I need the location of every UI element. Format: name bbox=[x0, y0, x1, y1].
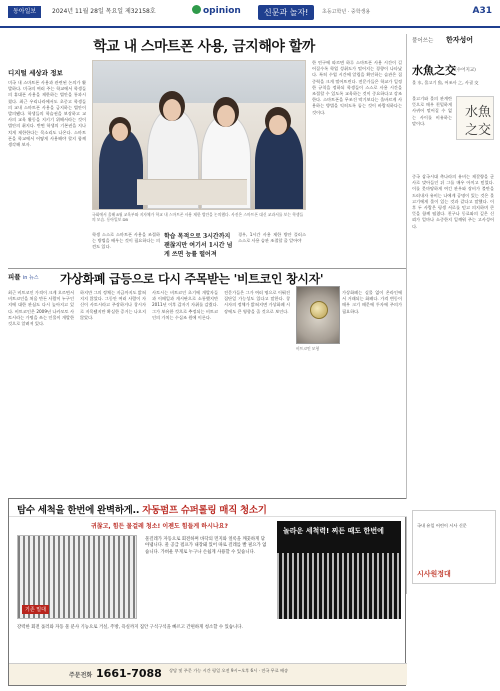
ad-title: 탐수 세척을 한번에 완벽하게.. 자동펌프 슈퍼롤링 매직 청소기 bbox=[17, 505, 267, 516]
ad-feature-image bbox=[277, 553, 401, 619]
blackboard bbox=[93, 61, 306, 103]
student-face bbox=[217, 105, 235, 127]
people-headline[interactable]: 가상화폐 급등으로 다시 주목받는 '비트코인 창시자' bbox=[60, 272, 324, 286]
ad-title-bar bbox=[9, 499, 407, 517]
ad-feature-title: 놀라운 세척력! 찌든 때도 한번에 bbox=[283, 527, 384, 535]
ad-description: 강력한 회전 롤러와 자동 물 분사 기능으로 거실, 주방, 욕실까지 집안 구석구석을 빠르고 간편하게 청소할 수 있습니다. bbox=[17, 625, 243, 630]
student-figure bbox=[255, 123, 303, 209]
article-column-4: 한 연구에 따르면 하루 스마트폰 사용 시간이 길어질수록 학업 성취도가 떨어지는 경향이 나타났다. 특히 수업 시간에 알림을 확인하는 습관은 집중력을 크게 떨어뜨린다. 전문가들은 학교가 일정한 규칙을 정하되 학생들이 스스로 사용 시간을 조절할 수 있도록 교육하는 것이 중요하다고 강조한다. 스마트폰을 무조건 막기보다는 올바르게 사용하는 방법을 익히도록 돕는 것이 바람직하다는 것이다. bbox=[312, 60, 402, 115]
student-face bbox=[112, 123, 128, 141]
people-column-1: 최근 비트코인 가격이 크게 오르면서 비트코인을 처음 만든 사람이 누구인지에 대한 관심도 다시 높아지고 있다. 비트코인은 2009년 나카모토 사토시라는 가명을 쓰는 인물이 개발한 것으로 알려져 있다. bbox=[8, 290, 75, 327]
section-divider bbox=[8, 268, 406, 269]
column-name[interactable]: 한자성어 bbox=[446, 36, 474, 44]
subsection-tag[interactable]: 신문과 놀자! bbox=[258, 5, 314, 20]
ad-product-image bbox=[17, 535, 137, 619]
people-column-5: 가상화폐는 실물 없이 온라인에서 거래되는 화폐다. 가격 변동이 매우 크기 때문에 투자에 주의가 필요하다. bbox=[342, 290, 402, 314]
idiom-definition: 물고기와 물의 관계란 뜻으로 매우 친밀하게 사귀어 떨어질 수 없는 사이를 비유하는 말이다. bbox=[412, 96, 452, 126]
student-face bbox=[163, 99, 181, 121]
classroom-photo[interactable] bbox=[92, 60, 306, 210]
ad-panel-label: 기존 밀대 bbox=[22, 605, 49, 614]
column-label: 풀어쓰는 bbox=[412, 38, 434, 44]
people-section-label: 피플 in 뉴스 bbox=[8, 273, 39, 281]
idiom-reading: (수어지교) bbox=[455, 68, 476, 73]
hanja-bottom: 之交 bbox=[465, 123, 492, 138]
student-face bbox=[269, 115, 287, 135]
people-column-3: 사토시는 비트코인 초기에 개발자들과 이메일과 게시판으로 소통했지만 2011년 이후 갑자기 자취를 감췄다. 그가 보유한 것으로 추정되는 비트코인의 가치는 수십조 원에 이른다. bbox=[152, 290, 219, 320]
article-column-2: 학생 스스로 스마트폰 사용을 조절하는 방법을 배우는 것이 필요하다는 의견도 있다. bbox=[92, 232, 160, 250]
side-ad-text: 국내 유일 어린이 시사 신문 bbox=[417, 523, 467, 528]
people-column-4: 전문가들은 그가 여러 명으로 이뤄진 집단일 가능성도 있다고 말한다. 창시자의 정체가 밝혀지면 가상화폐 시장에도 큰 영향을 줄 것으로 보인다. bbox=[224, 290, 291, 314]
ad-contact-bar bbox=[9, 663, 407, 685]
opinion-dot-icon bbox=[192, 5, 201, 14]
main-headline[interactable]: 학교 내 스마트폰 사용, 금지해야 할까 bbox=[93, 39, 315, 55]
idiom-meaning: 물 水, 물고기 魚, 어조사 之, 사귈 交 bbox=[412, 80, 479, 85]
hanja-top: 水魚 bbox=[465, 105, 492, 120]
ad-subtitle: 귀찮고, 힘든 물걸레 청소! 이젠도 힘들게 하시나요? bbox=[91, 523, 228, 530]
section-logo[interactable]: opinion bbox=[192, 5, 241, 16]
ad-feature-panel bbox=[277, 521, 401, 619]
subsection-note: 초등고학년 · 중학생용 bbox=[322, 9, 371, 15]
coin-caption: 비트코인 모형 bbox=[296, 346, 320, 351]
side-ad-logo: 시사원정대 bbox=[417, 570, 451, 578]
dateline: 2024년 11월 28일 목요일 제32158호 bbox=[52, 8, 156, 15]
article-section-label: 디지털 세상과 정보 bbox=[8, 69, 63, 77]
page-number: A31 bbox=[472, 6, 492, 16]
people-column-2: 하지만 그의 정체는 지금까지도 밝혀지지 않았다. 그동안 여러 사람이 자신이 사토시라고 주장하거나 창시자로 지목됐지만 확실한 증거는 나오지 않았다. bbox=[80, 290, 147, 320]
side-advertisement[interactable] bbox=[412, 510, 496, 584]
newspaper-brand[interactable]: 동아일보 bbox=[8, 6, 41, 18]
bitcoin-photo[interactable] bbox=[296, 286, 340, 344]
hanja-illustration bbox=[456, 96, 494, 140]
ad-phone-number[interactable]: 주문전화 1661-7088 bbox=[69, 667, 162, 680]
coin-icon bbox=[310, 301, 328, 319]
ad-body: 물걸레가 자동으로 회전하며 바닥의 먼지와 얼룩을 깨끗하게 닦아냅니다. 물 공급 펌프가 내장돼 있어 따로 걸레를 빨 필요가 없습니다. 가벼운 무게로 누구나 손쉽게 사용할 수 있습니다. bbox=[145, 537, 267, 555]
pull-quote: 학습 목적으로 3시간까지 괜찮지만 여기서 1시간 넘게 쓰면 능률 떨어져 bbox=[164, 233, 233, 258]
bottom-advertisement[interactable] bbox=[8, 498, 406, 686]
desk bbox=[137, 179, 247, 205]
idiom-story: 중국 삼국시대 촉나라의 유비는 제갈량을 군사로 맞아들인 뒤 그를 매우 아끼고 믿었다. 이를 못마땅하게 여긴 관우와 장비가 불만을 드러내자 유비는 나에게 공명이 있는 것은 물고기에게 물이 있는 것과 같다고 말했다. 이후 두 사람은 평생 서로를 믿고 의지하며 큰 뜻을 함께 펼쳤다. 친구나 동료와의 깊은 신뢰가 얼마나 소중한지 일깨워 주는 고사성어다. bbox=[412, 174, 494, 229]
idiom-title[interactable]: 水魚之交 bbox=[412, 64, 456, 77]
page-header bbox=[0, 0, 500, 28]
ad-note: 상담 및 주문 가능 시간 평일 오전 9시~오후 6시 · 전국 무료 배송 bbox=[169, 668, 289, 673]
photo-caption: 국회에서 올해 8월 교육부와 지자체가 학교 내 스마트폰 사용 제한 법안을 논의했다. 사진은 스마트폰 대신 교과서를 보는 학생들의 모습. 동아일보 DB bbox=[92, 212, 304, 223]
article-column-1: 미국 내 스마트폰 사용과 관련된 논의가 활발하다. 미국의 여러 주는 학교에서 학생들의 휴대폰 사용을 제한하는 법안을 통과시켰다. 최근 우리나라에서도 초중고 학생들의 교내 스마트폰 사용을 금지하는 법안이 발의됐다. 학생들의 학습권을 보장하고 교사의 교육 활동을 지키기 위해서라는 것이 법안의 취지다. 반면 학생의 기본권을 지나치게 제한한다는 목소리도 나온다. 스마트폰을 학교에서 어떻게 사용해야 할지 함께 생각해 보자. bbox=[8, 80, 86, 148]
article-column-3: 경우, 1시간 사용 제한 방안 플러스 스스로 사용 습관 조절할 줄 알아야 bbox=[238, 232, 306, 244]
